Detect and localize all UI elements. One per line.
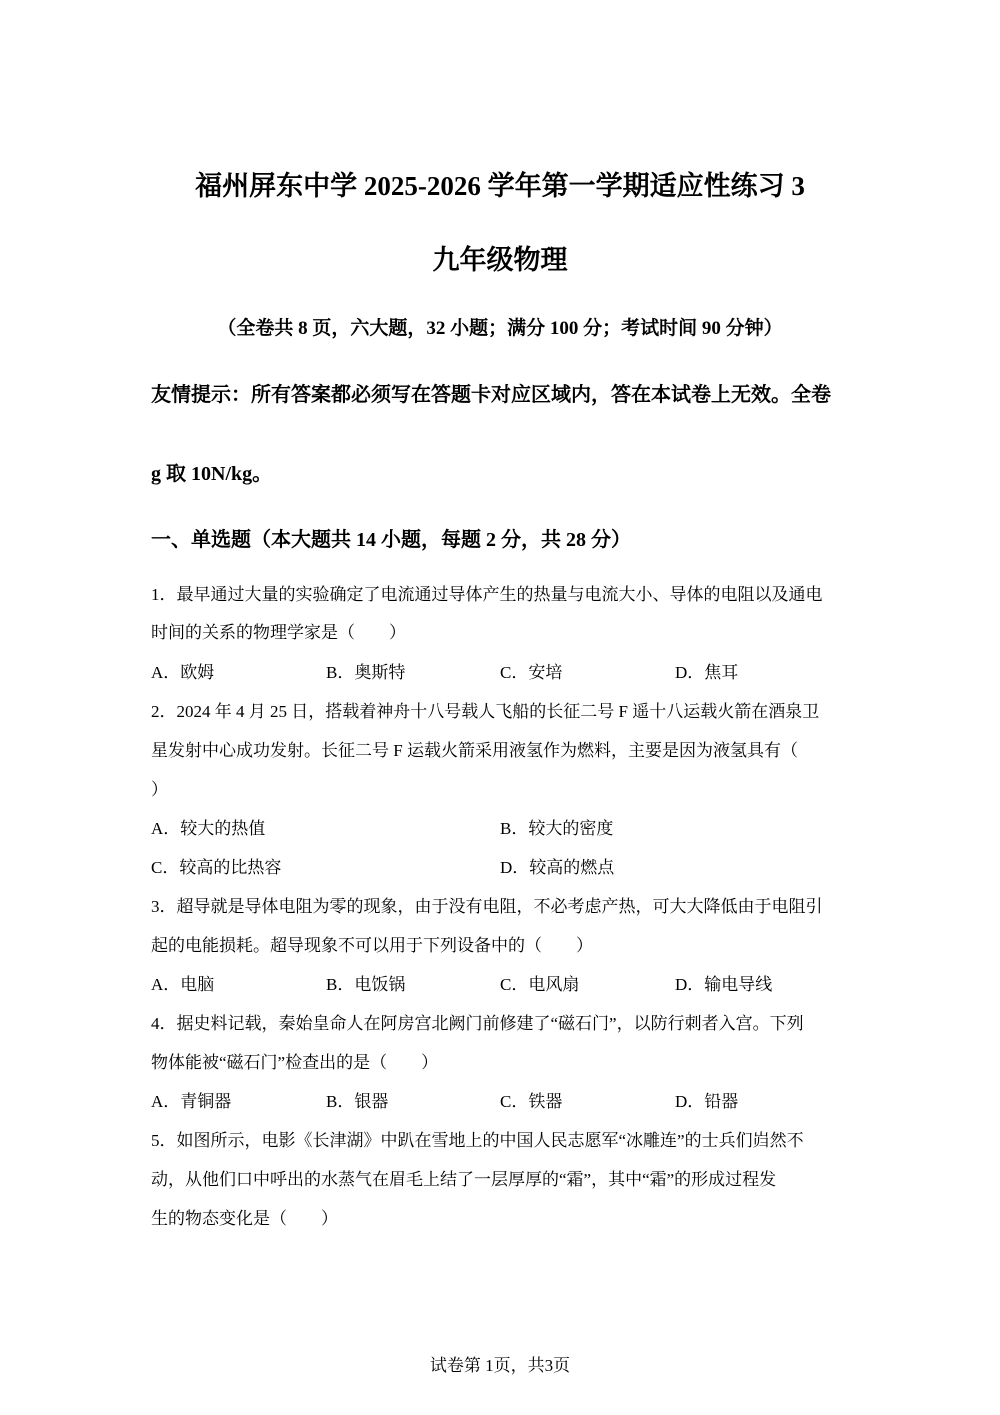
page-footer: 试卷第 1页，共3页 [429, 1356, 571, 1375]
section-heading: 一、单选题（本大题共 14 小题，每题 2 分，共 28 分） [151, 529, 631, 551]
question-2-option-a: A．较大的热值 [151, 819, 266, 838]
notice-line-2: g 取 10N/kg。 [151, 463, 273, 485]
question-5-line-2: 动，从他们口中呼出的水蒸气在眉毛上结了一层厚厚的“霜”，其中“霜”的形成过程发 [151, 1170, 777, 1189]
question-4-option-d: D．铅器 [675, 1092, 739, 1111]
question-1-option-b: B．奥斯特 [326, 663, 406, 682]
question-1-line-2: 时间的关系的物理学家是（ ） [151, 623, 406, 642]
question-1-option-a: A．欧姆 [151, 663, 215, 682]
question-3-option-b: B．电饭锅 [326, 975, 406, 994]
notice-line-1: 友情提示：所有答案都必须写在答题卡对应区域内，答在本试卷上无效。全卷 [151, 384, 831, 406]
exam-subject: 九年级物理 [432, 245, 568, 275]
exam-title: 福州屏东中学 2025-2026 学年第一学期适应性练习 3 [195, 171, 805, 201]
question-1-line-1: 1．最早通过大量的实验确定了电流通过导体产生的热量与电流大小、导体的电阻以及通电 [151, 585, 823, 604]
question-5-line-3: 生的物态变化是（ ） [151, 1209, 338, 1228]
question-3-line-2: 起的电能损耗。超导现象不可以用于下列设备中的（ ） [151, 936, 593, 955]
question-3-line-1: 3．超导就是导体电阻为零的现象，由于没有电阻，不必考虑产热，可大大降低由于电阻引 [151, 897, 823, 916]
question-2-line-3: ） [151, 780, 168, 799]
question-4-option-a: A．青铜器 [151, 1092, 232, 1111]
question-2-option-c: C．较高的比热容 [151, 858, 282, 877]
question-2-line-2: 星发射中心成功发射。长征二号 F 运载火箭采用液氢作为燃料，主要是因为液氢具有（ [151, 741, 798, 760]
exam-info: （全卷共 8 页，六大题，32 小题；满分 100 分；考试时间 90 分钟） [217, 318, 783, 339]
question-4-line-2: 物体能被“磁石门”检查出的是（ ） [151, 1053, 439, 1072]
question-3-option-d: D．输电导线 [675, 975, 773, 994]
question-3-option-c: C．电风扇 [500, 975, 580, 994]
question-4-option-b: B．银器 [326, 1092, 389, 1111]
question-2-line-1: 2．2024 年 4 月 25 日，搭载着神舟十八号载人飞船的长征二号 F 遥十八运载火箭在酒泉卫 [151, 702, 820, 721]
question-1-option-c: C．安培 [500, 663, 563, 682]
question-2-option-d: D．较高的燃点 [500, 858, 615, 877]
question-4-option-c: C．铁器 [500, 1092, 563, 1111]
question-4-line-1: 4．据史料记载，秦始皇命人在阿房宫北阙门前修建了“磁石门”，以防行刺者入宫。下列 [151, 1014, 804, 1033]
question-5-line-1: 5．如图所示，电影《长津湖》中趴在雪地上的中国人民志愿军“冰雕连”的士兵们岿然不 [151, 1131, 804, 1150]
question-2-option-b: B．较大的密度 [500, 819, 614, 838]
question-3-option-a: A．电脑 [151, 975, 215, 994]
question-1-option-d: D．焦耳 [675, 663, 739, 682]
